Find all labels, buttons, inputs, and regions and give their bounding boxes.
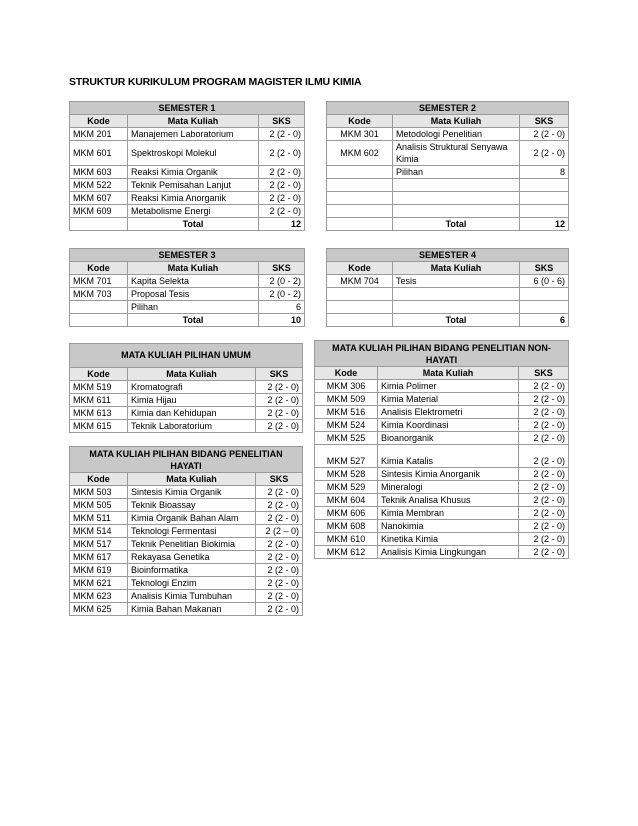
cell-kode: [327, 301, 393, 314]
table-row: [70, 141, 305, 166]
cell-kode: [327, 205, 393, 218]
table-header: [70, 447, 303, 473]
cell-sks: 2 (2 - 0): [256, 603, 303, 616]
cell-kode: [327, 192, 393, 205]
table-row: [70, 407, 303, 420]
cell-mata-kuliah: Kimia Polimer: [378, 380, 519, 393]
cell-kode: MKM 511: [70, 512, 128, 525]
cell-kode: MKM 603: [70, 166, 128, 179]
cell-sks: [520, 192, 569, 205]
cell-sks: 2 (2 - 0): [519, 494, 569, 507]
column-header-mata-kuliah: Mata Kuliah: [393, 115, 520, 128]
cell-kode: [327, 166, 393, 179]
table-row: [315, 468, 569, 481]
cell-mata-kuliah: Manajemen Laboratorium: [128, 128, 259, 141]
total-value: 10: [259, 314, 305, 327]
column-header-mata-kuliah: Mata Kuliah: [128, 473, 256, 486]
table-row: [327, 192, 569, 205]
total-value: 12: [520, 218, 569, 231]
cell-sks: 2 (2 - 0): [256, 590, 303, 603]
table-row: [315, 419, 569, 432]
cell-kode: MKM 606: [315, 507, 378, 520]
column-header-mata-kuliah: Mata Kuliah: [128, 262, 259, 275]
cell-mata-kuliah: Reaksi Kimia Organik: [128, 166, 259, 179]
column-header-row: [70, 115, 305, 128]
pilihan-non-hayati-table: [314, 340, 569, 559]
section-header: MATA KULIAH PILIHAN BIDANG PENELITIAN NON-HAYATI: [315, 341, 569, 367]
column-header-kode: Kode: [70, 368, 128, 381]
cell-mata-kuliah: Analisis Struktural Senyawa Kimia: [393, 141, 520, 166]
cell-mata-kuliah: Metodologi Penelitian: [393, 128, 520, 141]
cell-mata-kuliah: Reaksi Kimia Anorganik: [128, 192, 259, 205]
table-row: [70, 205, 305, 218]
cell-sks: 2 (2 - 0): [519, 520, 569, 533]
cell-sks: 2 (2 - 0): [259, 128, 305, 141]
column-header-kode: Kode: [70, 262, 128, 275]
column-header-row: [70, 262, 305, 275]
cell-sks: 2 (2 - 0): [256, 551, 303, 564]
cell-mata-kuliah: [393, 301, 520, 314]
table-row: [70, 166, 305, 179]
cell-sks: 2 (2 - 0): [256, 512, 303, 525]
cell-sks: 2 (2 - 0): [256, 420, 303, 433]
cell-sks: [520, 288, 569, 301]
table-row: [327, 141, 569, 166]
cell-kode: MKM 509: [315, 393, 378, 406]
column-header-sks: SKS: [256, 473, 303, 486]
column-header-row: [315, 367, 569, 380]
table-row: [327, 128, 569, 141]
table-row: [327, 275, 569, 288]
table-row: [70, 381, 303, 394]
table-header: [327, 249, 569, 262]
cell-sks: 2 (2 - 0): [256, 407, 303, 420]
cell-sks: 2 (2 - 0): [259, 179, 305, 192]
cell-sks: 2 (2 - 0): [259, 192, 305, 205]
table-row: [70, 499, 303, 512]
total-row: [327, 314, 569, 327]
cell-sks: [520, 301, 569, 314]
cell-sks: 2 (2 - 0): [259, 166, 305, 179]
column-header-row: [70, 473, 303, 486]
cell-mata-kuliah: Bioanorganik: [378, 432, 519, 445]
cell-mata-kuliah: Teknik Bioassay: [128, 499, 256, 512]
cell-mata-kuliah: [393, 205, 520, 218]
cell-mata-kuliah: Tesis: [393, 275, 520, 288]
cell-mata-kuliah: Pilihan: [393, 166, 520, 179]
cell-mata-kuliah: Kimia Bahan Makanan: [128, 603, 256, 616]
semester-1-table: [69, 101, 305, 231]
column-header-sks: SKS: [519, 367, 569, 380]
cell-kode: [327, 288, 393, 301]
cell-mata-kuliah: Kimia Material: [378, 393, 519, 406]
cell-sks: 2 (2 - 0): [519, 468, 569, 481]
cell-mata-kuliah: Bioinformatika: [128, 564, 256, 577]
table-header: [327, 102, 569, 115]
cell-mata-kuliah: Sintesis Kimia Organik: [128, 486, 256, 499]
semester-3-table: [69, 248, 305, 327]
cell-kode: MKM 522: [70, 179, 128, 192]
table-row: [70, 420, 303, 433]
cell-sks: 2 (2 - 0): [256, 394, 303, 407]
total-label: Total: [128, 314, 259, 327]
section-header: SEMESTER 1: [70, 102, 305, 115]
table-row: [315, 520, 569, 533]
cell-sks: 2 (2 - 0): [256, 381, 303, 394]
table-row: [315, 507, 569, 520]
column-header-mata-kuliah: Mata Kuliah: [393, 262, 520, 275]
total-label: Total: [393, 314, 520, 327]
cell-kode: MKM 529: [315, 481, 378, 494]
cell-mata-kuliah: Kinetika Kimia: [378, 533, 519, 546]
table-row: [70, 603, 303, 616]
total-label: Total: [393, 218, 520, 231]
column-header-kode: Kode: [327, 262, 393, 275]
semester-4-table: [326, 248, 569, 327]
column-header-kode: Kode: [327, 115, 393, 128]
cell-kode: MKM 301: [327, 128, 393, 141]
cell-kode: MKM 505: [70, 499, 128, 512]
cell-kode: MKM 201: [70, 128, 128, 141]
cell-mata-kuliah: Teknik Analisa Khusus: [378, 494, 519, 507]
section-header: SEMESTER 3: [70, 249, 305, 262]
cell-kode: MKM 525: [315, 432, 378, 445]
table-row: [70, 128, 305, 141]
cell-kode: MKM 701: [70, 275, 128, 288]
cell-mata-kuliah: Analisis Kimia Tumbuhan: [128, 590, 256, 603]
cell-mata-kuliah: Sintesis Kimia Anorganik: [378, 468, 519, 481]
cell-mata-kuliah: [393, 192, 520, 205]
cell-sks: 2 (2 - 0): [519, 481, 569, 494]
cell-mata-kuliah: [393, 179, 520, 192]
cell-kode: MKM 704: [327, 275, 393, 288]
cell-mata-kuliah: Rekayasa Genetika: [128, 551, 256, 564]
cell-sks: 2 (2 - 0): [256, 499, 303, 512]
cell-mata-kuliah: Nanokimia: [378, 520, 519, 533]
column-header-row: [70, 368, 303, 381]
cell-mata-kuliah: Pilihan: [128, 301, 259, 314]
cell-kode: MKM 619: [70, 564, 128, 577]
cell-sks: 6: [259, 301, 305, 314]
column-header-kode: Kode: [315, 367, 378, 380]
cell-sks: 2 (2 - 0): [259, 141, 305, 166]
column-header-row: [327, 262, 569, 275]
total-row: [327, 218, 569, 231]
cell-mata-kuliah: Analisis Elektrometri: [378, 406, 519, 419]
table-row: [70, 394, 303, 407]
column-header-kode: Kode: [70, 473, 128, 486]
cell-mata-kuliah: Teknologi Fermentasi: [128, 525, 256, 538]
cell-mata-kuliah: Kimia Organik Bahan Alam: [128, 512, 256, 525]
total-label: Total: [128, 218, 259, 231]
cell-kode: MKM 625: [70, 603, 128, 616]
cell-mata-kuliah: Kimia dan Kehidupan: [128, 407, 256, 420]
cell-kode: MKM 608: [315, 520, 378, 533]
section-header: MATA KULIAH PILIHAN BIDANG PENELITIAN HAYATI: [70, 447, 303, 473]
table-row: [70, 525, 303, 538]
cell-sks: 2 (2 - 0): [256, 564, 303, 577]
table-row: [327, 288, 569, 301]
table-row: [70, 551, 303, 564]
cell-sks: 2 (2 - 0): [519, 445, 569, 468]
cell-kode: MKM 607: [70, 192, 128, 205]
total-value: 12: [259, 218, 305, 231]
column-header-mata-kuliah: Mata Kuliah: [378, 367, 519, 380]
cell-mata-kuliah: Kromatografi: [128, 381, 256, 394]
cell-mata-kuliah: [393, 288, 520, 301]
column-header-mata-kuliah: Mata Kuliah: [128, 368, 256, 381]
document-title: STRUKTUR KURIKULUM PROGRAM MAGISTER ILMU KIMIA: [69, 76, 362, 88]
cell-mata-kuliah: Kapita Selekta: [128, 275, 259, 288]
table-row: [315, 533, 569, 546]
column-header-kode: Kode: [70, 115, 128, 128]
table-header: [70, 344, 303, 368]
cell-mata-kuliah: Teknologi Enzim: [128, 577, 256, 590]
cell-kode: MKM 528: [315, 468, 378, 481]
cell-sks: 2 (2 – 0): [256, 525, 303, 538]
cell-kode: MKM 602: [327, 141, 393, 166]
table-row: [315, 546, 569, 559]
table-header: [70, 102, 305, 115]
cell-kode: MKM 524: [315, 419, 378, 432]
cell-sks: 2 (2 - 0): [520, 128, 569, 141]
cell-sks: 2 (2 - 0): [256, 486, 303, 499]
table-row: [327, 179, 569, 192]
table-row: [70, 301, 305, 314]
column-header-sks: SKS: [520, 262, 569, 275]
cell-sks: 2 (2 - 0): [520, 141, 569, 166]
total-row: [70, 218, 305, 231]
cell-sks: 2 (2 - 0): [259, 205, 305, 218]
cell-sks: 2 (0 - 2): [259, 275, 305, 288]
cell-kode: MKM 527: [315, 445, 378, 468]
cell-kode: MKM 623: [70, 590, 128, 603]
section-header: MATA KULIAH PILIHAN UMUM: [70, 344, 303, 368]
table-row: [315, 432, 569, 445]
table-row: [70, 564, 303, 577]
cell-sks: 2 (2 - 0): [519, 533, 569, 546]
total-row: [70, 314, 305, 327]
cell-kode: [70, 301, 128, 314]
table-row: [315, 380, 569, 393]
table-row: [70, 275, 305, 288]
cell-sks: [520, 205, 569, 218]
table-row: [315, 393, 569, 406]
cell-mata-kuliah: Kimia Hijau: [128, 394, 256, 407]
table-row: [327, 301, 569, 314]
cell-kode: MKM 516: [315, 406, 378, 419]
cell-sks: 2 (2 - 0): [519, 507, 569, 520]
column-header-sks: SKS: [256, 368, 303, 381]
cell-sks: 2 (2 - 0): [256, 577, 303, 590]
cell-kode: MKM 604: [315, 494, 378, 507]
cell-kode: MKM 703: [70, 288, 128, 301]
table-header: [315, 341, 569, 367]
cell-kode: MKM 503: [70, 486, 128, 499]
table-row: [315, 481, 569, 494]
cell-sks: 2 (2 - 0): [256, 538, 303, 551]
column-header-sks: SKS: [259, 262, 305, 275]
cell-mata-kuliah: Mineralogi: [378, 481, 519, 494]
table-row: [315, 445, 569, 468]
cell-sks: 6 (0 - 6): [520, 275, 569, 288]
cell-kode: MKM 611: [70, 394, 128, 407]
cell-mata-kuliah: Teknik Penelitian Biokimia: [128, 538, 256, 551]
cell-mata-kuliah: Proposal Tesis: [128, 288, 259, 301]
cell-kode: [327, 179, 393, 192]
cell-mata-kuliah: Spektroskopi Molekul: [128, 141, 259, 166]
cell-sks: 2 (2 - 0): [519, 380, 569, 393]
cell-sks: 2 (2 - 0): [519, 432, 569, 445]
cell-kode: MKM 601: [70, 141, 128, 166]
cell-mata-kuliah: Kimia Katalis: [378, 445, 519, 468]
cell-kode: MKM 617: [70, 551, 128, 564]
column-header-mata-kuliah: Mata Kuliah: [128, 115, 259, 128]
column-header-sks: SKS: [259, 115, 305, 128]
cell-kode: MKM 514: [70, 525, 128, 538]
table-row: [327, 166, 569, 179]
cell-sks: 2 (2 - 0): [519, 546, 569, 559]
cell-kode: MKM 517: [70, 538, 128, 551]
cell-kode: MKM 615: [70, 420, 128, 433]
table-row: [70, 590, 303, 603]
column-header-sks: SKS: [520, 115, 569, 128]
cell-sks: 8: [520, 166, 569, 179]
section-header: SEMESTER 4: [327, 249, 569, 262]
cell-kode: MKM 621: [70, 577, 128, 590]
semester-2-table: [326, 101, 569, 231]
cell-sks: 2 (2 - 0): [519, 419, 569, 432]
table-row: [315, 406, 569, 419]
cell-mata-kuliah: Teknik Pemisahan Lanjut: [128, 179, 259, 192]
cell-kode: MKM 519: [70, 381, 128, 394]
cell-mata-kuliah: Kimia Membran: [378, 507, 519, 520]
cell-sks: 2 (2 - 0): [519, 393, 569, 406]
table-row: [70, 577, 303, 590]
cell-kode: MKM 613: [70, 407, 128, 420]
cell-kode: MKM 612: [315, 546, 378, 559]
cell-mata-kuliah: Analisis Kimia Lingkungan: [378, 546, 519, 559]
table-row: [70, 288, 305, 301]
cell-sks: [520, 179, 569, 192]
pilihan-hayati-table: [69, 446, 303, 616]
cell-mata-kuliah: Teknik Laboratorium: [128, 420, 256, 433]
cell-kode: MKM 609: [70, 205, 128, 218]
total-value: 6: [520, 314, 569, 327]
cell-sks: 2 (2 - 0): [519, 406, 569, 419]
column-header-row: [327, 115, 569, 128]
cell-mata-kuliah: Metabolisme Energi: [128, 205, 259, 218]
table-row: [70, 192, 305, 205]
table-row: [327, 205, 569, 218]
table-header: [70, 249, 305, 262]
cell-sks: 2 (0 - 2): [259, 288, 305, 301]
table-row: [315, 494, 569, 507]
table-row: [70, 538, 303, 551]
cell-kode: MKM 610: [315, 533, 378, 546]
pilihan-umum-table: [69, 343, 303, 433]
cell-kode: MKM 306: [315, 380, 378, 393]
cell-mata-kuliah: Kimia Koordinasi: [378, 419, 519, 432]
table-row: [70, 179, 305, 192]
table-row: [70, 512, 303, 525]
table-row: [70, 486, 303, 499]
section-header: SEMESTER 2: [327, 102, 569, 115]
